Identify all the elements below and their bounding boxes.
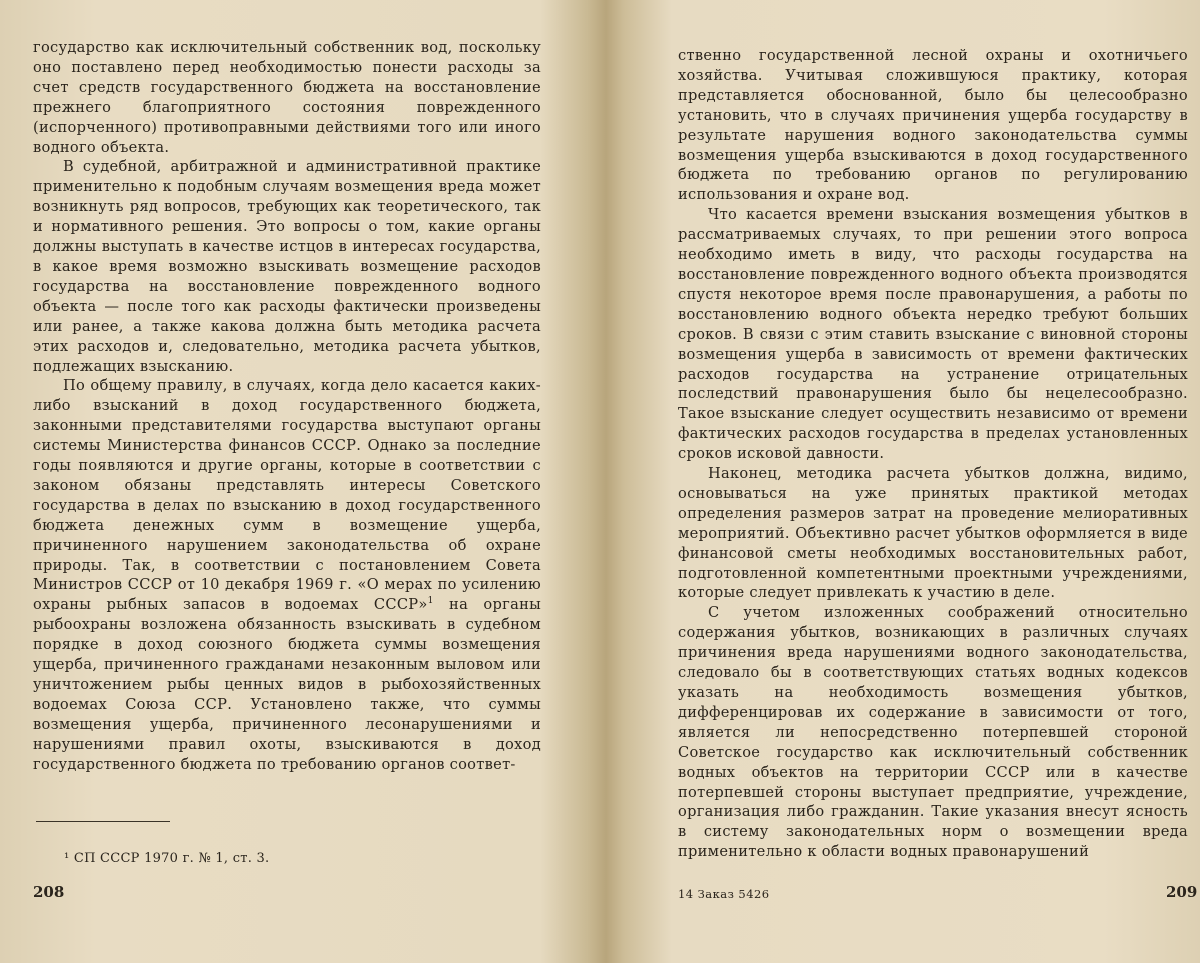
right-paragraph-4: С учетом изложенных соображений относительно содержания убытков, возникающих в различных случаях причинения вреда нарушениями водного законодательства, следовало бы в соответствующих статьях водных кодексов указать на необходимость возмещения убытков, дифференцировав их содержание в зависимости от того, является ли непосредственно потерпевшей стороной Советское государство как исключительный собственник водных объектов на территории СССР или в качестве потерпевшей стороны выступает предприятие, учреждение, организация либо гражданин. Такие указания внесут ясность в систему законодательных норм о возмещении вреда применительно к области водных правонарушений — [678, 604, 1188, 861]
right-paragraph-3: Наконец, методика расчета убытков должна, видимо, основываться на уже принятых практикой методах определения размеров затрат на проведение мелиоративных мероприятий. Объективно расчет убытков оформляется в виде финансовой сметы необходимых восстановительных работ, подготовленной компетентными проектными учреждениями, которые следует привлекать к участию в деле. — [678, 465, 1188, 602]
footnote-reference: 1 — [427, 596, 434, 607]
right-paragraph-1: ственно государственной лесной охраны и охотничьего хозяйства. Учитывая сложившуюся практику, которая представляется обоснованной, было бы целесообразно установить, что в случаях причинения ущерба государству в результате нарушения водного законодательства суммы возмещения ущерба взыскиваются в доход государственного бюджета по требованию органов по регулированию использования и охране вод. — [678, 47, 1188, 204]
right-page-text — [678, 46, 1188, 862]
left-paragraph-2: В судебной, арбитражной и административной практике применительно к подобным случаям возмещения вреда может возникнуть ряд вопросов, требующих как теоретического, так и нормативного решения. Это вопросы о том, какие органы должны выступать в качестве истцов в интересах государства, в какое время возможно взыскивать возмещение расходов государства на восстановление поврежденного водного объекта — после того как расходы фактически произведены или ранее, а также какова должна быть методика расчета этих расходов и, следовательно, методика расчета убытков, подлежащих взысканию. — [33, 158, 541, 375]
left-paragraph-3-text: По общему правилу, в случаях, когда дело касается каких-либо взысканий в доход государственного бюджета, законными представителями государства выступают органы системы Министерства финансов СССР. Однако за последние годы появляются и другие органы, которые в соответствии с законом обязаны представлять интересы Советского государства в делах по взысканию в доход государственного бюджета денежных сумм в возмещение ущерба, причиненного нарушением законодательства об охране природы. Так, в соответствии с постановлением Совета Министров СССР от 10 декабря 1969 г. «О мерах по усилению охраны рыбных запасов в водоемах СССР» — [33, 377, 541, 614]
left-paragraph-3 — [33, 376, 541, 774]
left-page-text — [33, 38, 541, 775]
printer-signature: 14 Заказ 5426 — [678, 887, 770, 901]
right-page-number: 209 — [1166, 883, 1198, 901]
right-paragraph-2: Что касается времени взыскания возмещения убытков в рассматриваемых случаях, то при решении этого вопроса необходимо иметь в виду, что расходы государства на восстановление поврежденного водного объекта производятся спустя некоторое время после правонарушения, а работы по восстановлению водного объекта нередко требуют больших сроков. В связи с этим ставить взыскание с виновной стороны возмещения ущерба в зависимость от времени фактических расходов государства на устранение отрицательных последствий правонарушения было бы нецелесообразно. Такое взыскание следует осуществить независимо от времени фактических расходов государства в пределах установленных сроков исковой давности. — [678, 206, 1188, 463]
footnote-divider — [36, 821, 170, 822]
footnote: ¹ СП СССР 1970 г. № 1, ст. 3. — [64, 851, 270, 866]
left-paragraph-1: государство как исключительный собственник вод, поскольку оно поставлено перед необходимостью понести расходы за счет средств государственного бюджета на восстановление прежнего благоприятного состояния поврежденного (испорченного) противоправными действиями того или иного водного объекта. — [33, 39, 541, 156]
right-page — [600, 0, 1200, 963]
left-paragraph-3-continuation: на органы рыбоохраны возложена обязанность взыскивать в судебном порядке в доход союзного бюджета суммы возмещения ущерба, причиненного гражданами незаконным выловом или уничтожением рыбы ценных видов в рыбохозяйственных водоемах Союза ССР. Установлено также, что суммы возмещения ущерба, причиненного лесонарушениями и нарушениями правил охоты, взыскиваются в доход государственного бюджета по требованию органов соответ- — [33, 596, 541, 773]
left-page-number: 208 — [33, 883, 65, 901]
